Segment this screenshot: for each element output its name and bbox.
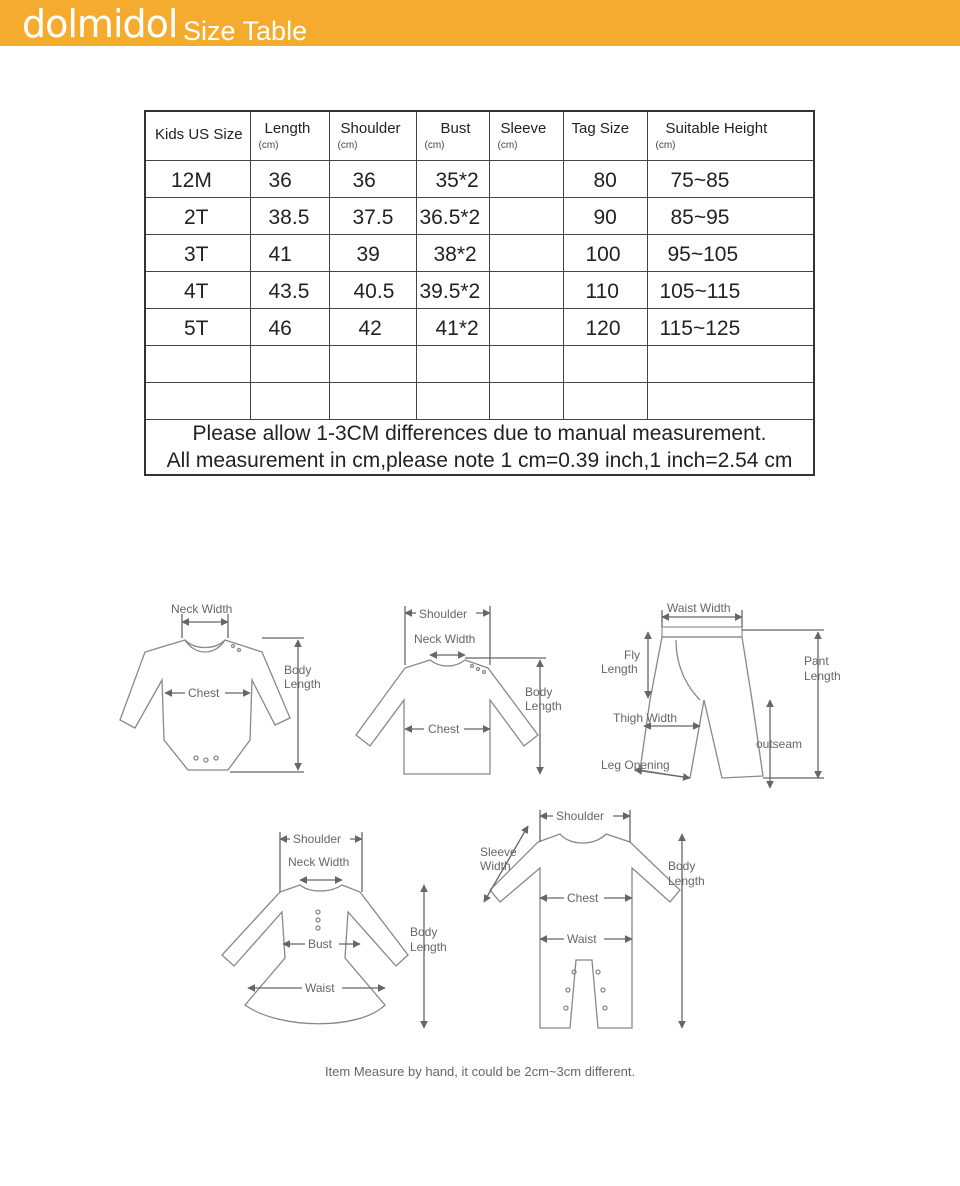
diagram-label: Chest <box>188 686 220 700</box>
diagram-label: Shoulder <box>419 607 468 621</box>
table-row <box>145 272 814 309</box>
table-cell: 2T <box>145 198 250 235</box>
page-title: Size Table <box>183 16 308 46</box>
diagram-label: Length <box>284 677 321 691</box>
diagram-label: Waist <box>567 932 597 946</box>
table-cell: 36 <box>250 161 329 198</box>
diagram-label: Length <box>525 699 562 713</box>
diagram-label: Neck Width <box>288 855 350 869</box>
table-cell: 120 <box>563 309 647 346</box>
diagram-label: Shoulder <box>293 832 342 846</box>
table-cell: 41 <box>250 235 329 272</box>
table-cell: 46 <box>250 309 329 346</box>
diagram-label: Neck Width <box>414 632 476 646</box>
table-row <box>145 198 814 235</box>
note-line-2: All measurement in cm,please note 1 cm=0.39 inch,1 inch=2.54 cm <box>166 449 793 472</box>
table-row <box>145 309 814 346</box>
table-cell: 90 <box>563 198 647 235</box>
diagram-label: Pant <box>804 654 829 668</box>
table-cell: 39 <box>329 235 416 272</box>
table-row-empty <box>145 346 814 383</box>
table-cell: 110 <box>563 272 647 309</box>
diagram-label: Bust <box>308 937 333 951</box>
diagram-label: Length <box>410 940 447 954</box>
romper-diagram <box>484 810 682 1028</box>
column-header: Tag Size <box>563 111 647 161</box>
table-cell: 37.5 <box>329 198 416 235</box>
diagram-label: Leg Opening <box>601 758 670 772</box>
diagram-label: Fly <box>624 648 640 662</box>
table-cell: 40.5 <box>329 272 416 309</box>
table-cell: 3T <box>145 235 250 272</box>
table-cell: 105~115 <box>647 272 814 309</box>
diagram-label: Body <box>410 925 438 939</box>
column-header: Length (cm) <box>250 111 329 161</box>
brand-logo: dolmidol <box>22 2 178 46</box>
size-table <box>144 110 815 476</box>
table-cell: 43.5 <box>250 272 329 309</box>
table-row <box>145 235 814 272</box>
diagram-label: Body <box>284 663 312 677</box>
diagram-label: Chest <box>567 891 599 905</box>
table-cell: 41*2 <box>416 309 489 346</box>
column-header: Kids US Size <box>145 111 250 161</box>
table-cell: 75~85 <box>647 161 814 198</box>
column-header: Suitable Height (cm) <box>647 111 814 161</box>
table-cell: 38.5 <box>250 198 329 235</box>
diagram-label: Chest <box>428 722 460 736</box>
table-cell: 35*2 <box>416 161 489 198</box>
diagram-label: Sleeve <box>480 845 517 859</box>
table-row <box>145 161 814 198</box>
table-row-empty <box>145 383 814 420</box>
column-header: Shoulder (cm) <box>329 111 416 161</box>
diagram-label: Shoulder <box>556 809 605 823</box>
note-line-1: Please allow 1-3CM differences due to manual measurement. <box>192 422 767 445</box>
table-cell: 85~95 <box>647 198 814 235</box>
table-cell <box>489 272 563 309</box>
table-cell: 4T <box>145 272 250 309</box>
diagram-label: Length <box>601 662 638 676</box>
diagram-label: Width <box>480 859 511 873</box>
table-cell: 100 <box>563 235 647 272</box>
table-cell <box>489 309 563 346</box>
column-header: Sleeve (cm) <box>489 111 563 161</box>
table-cell: 95~105 <box>647 235 814 272</box>
diagram-label: Length <box>668 874 705 888</box>
measurement-note <box>145 420 814 476</box>
table-cell: 5T <box>145 309 250 346</box>
diagram-label: Waist <box>305 981 335 995</box>
table-cell: 36 <box>329 161 416 198</box>
column-header: Bust (cm) <box>416 111 489 161</box>
table-cell: 42 <box>329 309 416 346</box>
table-cell <box>489 235 563 272</box>
diagram-label: Neck Width <box>171 602 233 616</box>
diagram-label: Length <box>804 669 841 683</box>
footer-note: Item Measure by hand, it could be 2cm~3cm different. <box>324 1064 636 1079</box>
diagram-label: Thigh Width <box>613 711 678 725</box>
diagram-label: Waist Width <box>667 601 731 615</box>
diagram-label: Body <box>525 685 553 699</box>
diagram-label: outseam <box>756 737 803 751</box>
table-cell: 12M <box>145 161 250 198</box>
table-cell: 38*2 <box>416 235 489 272</box>
diagram-label: Body <box>668 859 696 873</box>
table-cell: 115~125 <box>647 309 814 346</box>
table-cell: 36.5*2 <box>416 198 489 235</box>
table-cell: 39.5*2 <box>416 272 489 309</box>
table-header-row <box>145 111 814 161</box>
table-cell: 80 <box>563 161 647 198</box>
table-cell <box>489 161 563 198</box>
measurement-diagrams <box>100 590 860 1050</box>
table-cell <box>489 198 563 235</box>
header-banner <box>0 0 960 46</box>
